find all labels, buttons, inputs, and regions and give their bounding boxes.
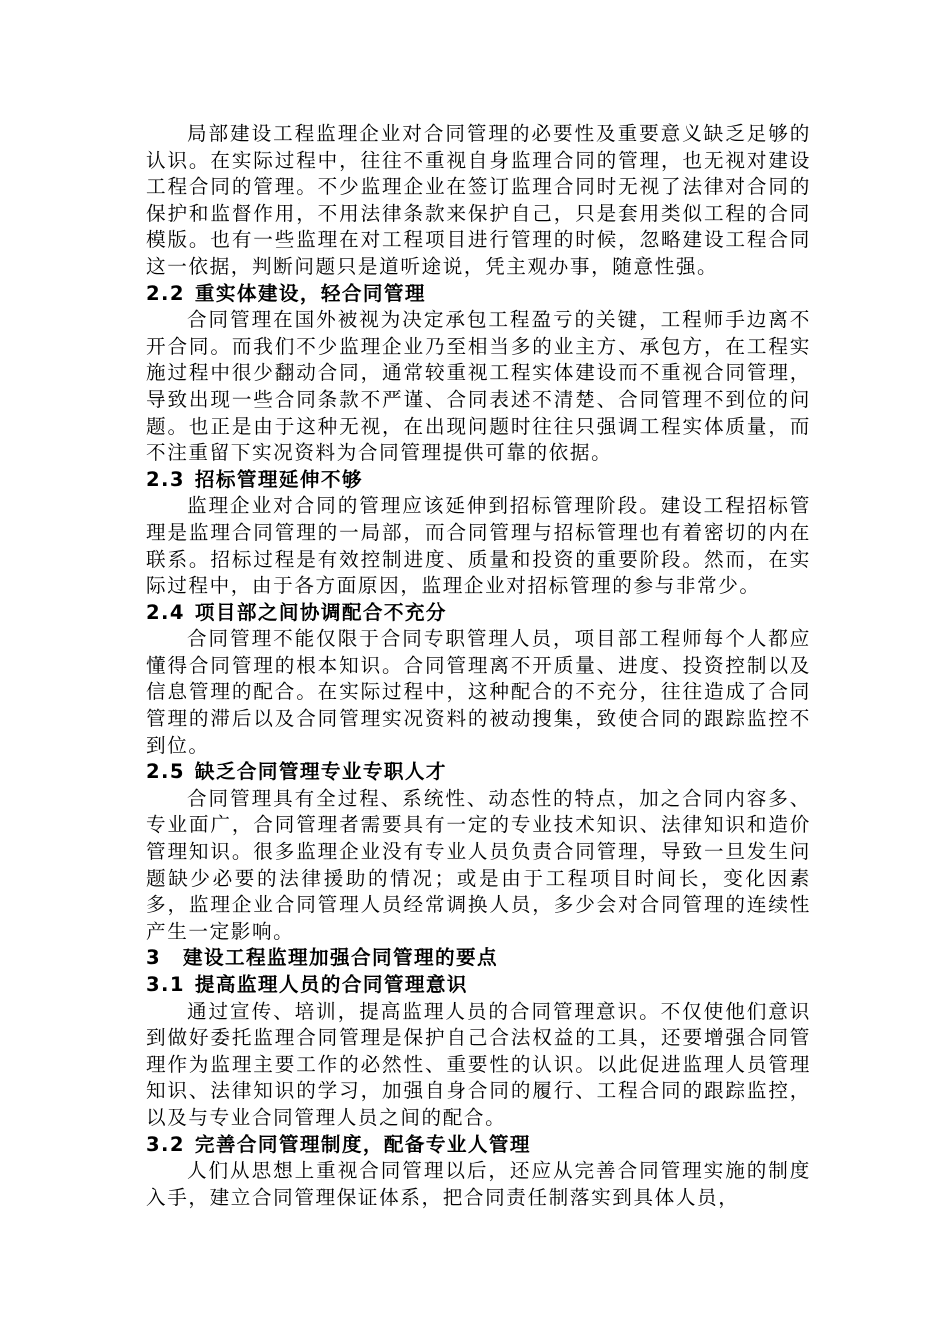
heading-number: 3.2 [146,1132,185,1156]
paragraph-3-1: 通过宣传、培训，提高监理人员的合同管理意识。不仅使他们意识到做好委托监理合同管理是保护自己合法权益的工具，还要增强合同管理作为监理主要工作的必然性、重要性的认识。以此促进监理人员管理知识、法律知识的学习，加强自身合同的履行、工程合同的跟踪监控，以及与专业合同管理人员之间的配合。 [146,999,811,1129]
heading-number: 2.4 [146,600,185,624]
heading-number: 3 [146,946,162,970]
paragraph-intro: 局部建设工程监理企业对合同管理的必要性及重要意义缺乏足够的认识。在实际过程中，往往不重视自身监理合同的管理，也无视对建设工程合同的管理。不少监理企业在签订监理合同时无视了法律对合同的保护和监督作用，不用法律条款来保护自己，只是套用类似工程的合同模版。也有一些监理在对工程项目进行管理的时候，忽略建设工程合同这一依据，判断问题只是道听途说，凭主观办事，随意性强。 [146,122,811,278]
heading-text: 完善合同管理制度，配备专业人管理 [194,1132,531,1156]
heading-text: 项目部之间协调配合不充分 [194,600,447,624]
paragraph-2-4: 合同管理不能仅限于合同专职管理人员，项目部工程师每个人都应懂得合同管理的根本知识。合同管理离不开质量、进度、投资控制以及信息管理的配合。在实际过程中，这种配合的不充分，往往造成了合同管理的滞后以及合同管理实况资料的被动搜集，致使合同的跟踪监控不到位。 [146,627,811,757]
heading-text: 重实体建设，轻合同管理 [194,281,426,305]
heading-number: 2.3 [146,467,185,491]
heading-text: 缺乏合同管理专业专职人才 [194,760,447,784]
heading-number: 2.5 [146,760,185,784]
heading-text: 招标管理延伸不够 [194,467,363,491]
paragraph-2-5: 合同管理具有全过程、系统性、动态性的特点，加之合同内容多、专业面广，合同管理者需要具有一定的专业技术知识、法律知识和造价管理知识。很多监理企业没有专业人员负责合同管理，导致一旦发生问题缺少必要的法律援助的情况；或是由于工程项目时间长，变化因素多，监理企业合同管理人员经常调换人员，多少会对合同管理的连续性产生一定影响。 [146,786,811,943]
heading-2-3 [146,467,811,494]
heading-2-5 [146,759,811,786]
document-page [146,121,811,1211]
heading-number: 3.1 [146,973,185,996]
heading-2-4 [146,600,811,627]
paragraph-2-3: 监理企业对合同的管理应该延伸到招标管理阶段。建设工程招标管理是监理合同管理的一局部，而合同管理与招标管理也有着密切的内在联系。招标过程是有效控制进度、质量和投资的重要阶段。然而，在实际过程中，由于各方面原因，监理企业对招标管理的参与非常少。 [146,494,811,598]
heading-text: 建设工程监理加强合同管理的要点 [183,946,498,970]
heading-text: 提高监理人员的合同管理意识 [194,973,468,996]
paragraph-3-2: 人们从思想上重视合同管理以后，还应从完善合同管理实施的制度入手，建立合同管理保证体系，把合同责任制落实到具体人员， [146,1159,811,1209]
heading-3 [146,945,811,972]
paragraph-2-2: 合同管理在国外被视为决定承包工程盈亏的关键，工程师手边离不开合同。而我们不少监理企业乃至相当多的业主方、承包方，在工程实施过程中很少翻动合同，通常较重视工程实体建设而不重视合同管理，导致出现一些合同条款不严谨、合同表述不清楚、合同管理不到位的问题。也正是由于这种无视，在出现问题时往往只强调工程实体质量，而不注重留下实况资料为合同管理提供可靠的依据。 [146,308,811,465]
heading-2-2 [146,281,811,308]
heading-3-2 [146,1132,811,1159]
heading-3-1 [146,972,811,999]
heading-number: 2.2 [146,281,185,305]
